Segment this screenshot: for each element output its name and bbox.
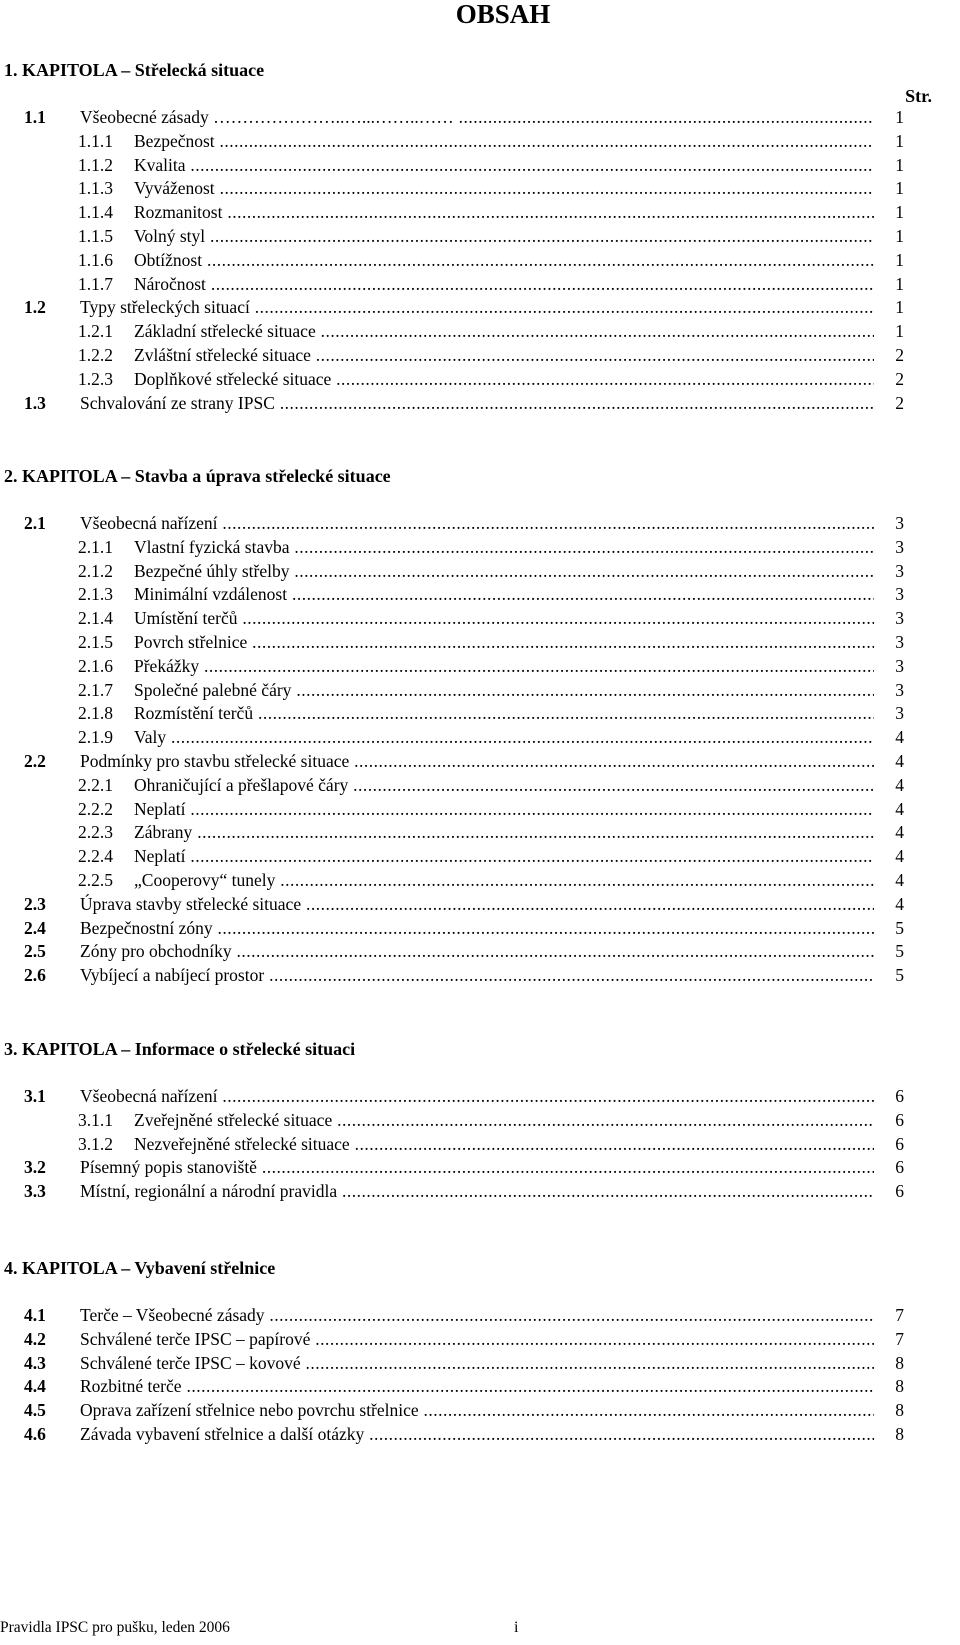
chapter-heading: 1. KAPITOLA – Střelecká situace xyxy=(4,60,265,80)
toc-entry-page: 8 xyxy=(895,1400,904,1421)
toc-entry-number: 2.3 xyxy=(24,893,46,914)
toc-entry[interactable] xyxy=(78,678,904,702)
toc-entry-number: 1.1.5 xyxy=(78,226,113,246)
toc-entry-label: Typy střeleckých situací ..... xyxy=(80,295,874,319)
toc-entry-label: Rozbitné terče ..... xyxy=(80,1374,874,1398)
toc-entry-label: Překážky ..... xyxy=(134,654,874,678)
toc-entry-number: 2.1.9 xyxy=(78,727,113,748)
toc-entry-label: Rozmístění terčů ..... xyxy=(134,701,874,725)
toc-entry-label: Vyváženost ..... xyxy=(134,176,874,200)
toc-entry-number: 2.1.6 xyxy=(78,655,113,676)
toc-entry-label: Neplatí ..... xyxy=(134,797,874,821)
toc-entry-number: 1.1.2 xyxy=(78,154,113,175)
toc-entry[interactable] xyxy=(24,939,904,963)
toc-entry[interactable] xyxy=(78,654,904,678)
toc-entry[interactable] xyxy=(78,129,904,153)
toc-entry-label: Neplatí ..... xyxy=(134,844,874,868)
toc-entry[interactable] xyxy=(78,773,904,797)
toc-entry[interactable] xyxy=(78,1132,904,1156)
toc-entry-label: Oprava zařízení střelnice nebo povrchu střelnice ..... xyxy=(80,1398,874,1422)
toc-entry-page: 1 xyxy=(895,202,904,223)
toc-entry-number: 2.2.4 xyxy=(78,846,113,867)
toc-entry[interactable] xyxy=(24,295,904,319)
toc-entry-number: 1.2.1 xyxy=(78,321,113,342)
toc-entry[interactable] xyxy=(78,367,904,391)
toc-entry-page: 8 xyxy=(895,1424,904,1444)
toc-entry-page: 3 xyxy=(895,560,904,581)
toc-entry-page: 4 xyxy=(895,893,904,914)
toc-entry[interactable] xyxy=(78,248,904,272)
toc-entry-number: 2.5 xyxy=(24,941,46,962)
footer-document-name: Pravidla IPSC pro pušku, leden 2006 xyxy=(0,1619,230,1636)
toc-entry[interactable] xyxy=(24,916,904,940)
toc-entry-number: 1.2.2 xyxy=(78,345,113,365)
toc-entry-label: Náročnost ..... xyxy=(134,272,874,296)
toc-entry-label: Terče – Všeobecné zásady ..... xyxy=(80,1303,874,1327)
toc-entry-number: 1.1.6 xyxy=(78,249,113,270)
toc-entry-page: 3 xyxy=(895,655,904,676)
toc-entry[interactable] xyxy=(24,1327,904,1351)
toc-entry-page: 1 xyxy=(895,154,904,175)
toc-entry-label: Závada vybavení střelnice a další otázky ..... xyxy=(80,1422,874,1446)
toc-entry[interactable] xyxy=(78,272,904,296)
toc-entry-page: 1 xyxy=(895,130,904,151)
toc-entry-number: 3.1.1 xyxy=(78,1109,113,1130)
toc-entry-number: 2.2 xyxy=(24,751,46,771)
toc-entry-label: Místní, regionální a národní pravidla ..... xyxy=(80,1179,874,1203)
toc-entry[interactable] xyxy=(78,176,904,200)
toc-entry[interactable] xyxy=(24,105,904,129)
toc-entry-page: 2 xyxy=(895,345,904,365)
toc-entry-number: 1.1.3 xyxy=(78,178,113,199)
toc-entry-number: 4.4 xyxy=(24,1376,46,1397)
toc-entry[interactable] xyxy=(78,868,904,892)
toc-entry-label: Bezpečnost ..... xyxy=(134,129,874,153)
toc-entry-page: 2 xyxy=(895,392,904,413)
toc-entry-page: 3 xyxy=(895,632,904,652)
toc-entry-number: 1.1 xyxy=(24,107,46,127)
toc-entry[interactable] xyxy=(78,582,904,606)
toc-entry-number: 2.1.8 xyxy=(78,703,113,724)
toc-entry-number: 2.2.1 xyxy=(78,774,113,795)
toc-entry-number: 2.1.2 xyxy=(78,560,113,581)
toc-entry[interactable] xyxy=(24,892,904,916)
toc-entry-number: 4.3 xyxy=(24,1352,46,1373)
chapter-heading: 4. KAPITOLA – Vybavení střelnice xyxy=(4,1258,276,1278)
toc-entry-label: Zveřejněné střelecké situace ..... xyxy=(134,1108,874,1132)
toc-entry-label: Schválené terče IPSC – papírové ..... xyxy=(80,1327,874,1351)
toc-entry[interactable] xyxy=(24,1179,904,1203)
toc-entry-label: Úprava stavby střelecké situace ..... xyxy=(80,892,874,916)
toc-entry-label: Volný styl ..... xyxy=(134,224,874,248)
toc-entry-page: 6 xyxy=(895,1086,904,1106)
toc-entry[interactable] xyxy=(78,606,904,630)
toc-entry[interactable] xyxy=(78,1108,904,1132)
toc-entry-number: 2.2.5 xyxy=(78,870,113,890)
toc-entry-number: 2.1.4 xyxy=(78,608,113,629)
toc-entry-number: 2.2.3 xyxy=(78,822,113,843)
toc-entry-label: Nezveřejněné střelecké situace ..... xyxy=(134,1132,874,1156)
toc-entry-page: 1 xyxy=(895,273,904,294)
toc-entry-page: 7 xyxy=(895,1305,904,1325)
toc-entry-page: 6 xyxy=(895,1109,904,1130)
toc-entry-number: 2.6 xyxy=(24,965,46,986)
toc-entry-page: 1 xyxy=(895,297,904,318)
toc-entry-label: Bezpečné úhly střelby ..... xyxy=(134,559,874,583)
toc-entry[interactable] xyxy=(24,1422,904,1446)
toc-entry[interactable] xyxy=(78,343,904,367)
toc-entry-number: 2.1.3 xyxy=(78,584,113,605)
toc-entry-page: 4 xyxy=(895,774,904,795)
toc-entry-number: 2.1.7 xyxy=(78,679,113,700)
footer-page-number: i xyxy=(514,1619,519,1636)
toc-entry-label: Všeobecná nařízení ..... xyxy=(80,1084,874,1108)
toc-entry-number: 2.2.2 xyxy=(78,798,113,819)
toc-entry-label: Všeobecné zásady …………………..…...……..…… ..... xyxy=(80,105,874,129)
toc-entry-page: 3 xyxy=(895,536,904,557)
toc-entry-label: „Cooperovy“ tunely ..... xyxy=(134,868,874,892)
toc-entry-label: Schválené terče IPSC – kovové ..... xyxy=(80,1351,874,1375)
toc-entry-label: Ohraničující a přešlapové čáry ..... xyxy=(134,773,874,797)
toc-entry[interactable] xyxy=(24,511,904,535)
toc-entry-number: 1.1.7 xyxy=(78,273,113,294)
toc-entry[interactable] xyxy=(24,1351,904,1375)
toc-entry-label: Kvalita ..... xyxy=(134,153,874,177)
toc-entry-label: Schvalování ze strany IPSC ..... xyxy=(80,391,874,415)
toc-entry-page: 5 xyxy=(895,965,904,986)
toc-entry-number: 3.1.2 xyxy=(78,1133,113,1154)
toc-entry-number: 3.1 xyxy=(24,1086,46,1106)
toc-entry-page: 3 xyxy=(895,513,904,533)
toc-entry-page: 6 xyxy=(895,1133,904,1154)
toc-entry[interactable] xyxy=(78,844,904,868)
toc-entry-page: 1 xyxy=(895,249,904,270)
toc-entry[interactable] xyxy=(78,725,904,749)
toc-entry[interactable] xyxy=(78,319,904,343)
toc-entry[interactable] xyxy=(78,701,904,725)
toc-entry[interactable] xyxy=(24,749,904,773)
toc-entry-page: 5 xyxy=(895,917,904,938)
toc-entry[interactable] xyxy=(78,820,904,844)
toc-entry-page: 4 xyxy=(895,798,904,819)
toc-entry-page: 1 xyxy=(895,178,904,199)
page-title: OBSAH xyxy=(455,0,551,29)
toc-entry[interactable] xyxy=(24,1155,904,1179)
toc-entry-label: Bezpečnostní zóny ..... xyxy=(80,916,874,940)
toc-entry-label: Valy ..... xyxy=(134,725,874,749)
toc-entry-label: Obtížnost ..... xyxy=(134,248,874,272)
toc-entry-page: 3 xyxy=(895,584,904,605)
toc-entry-number: 1.2.3 xyxy=(78,368,113,389)
toc-entry-label: Doplňkové střelecké situace ..... xyxy=(134,367,874,391)
toc-entry-number: 3.2 xyxy=(24,1157,46,1178)
toc-entry-number: 2.1 xyxy=(24,513,46,533)
toc-entry-page: 4 xyxy=(895,822,904,843)
toc-entry[interactable] xyxy=(78,797,904,821)
toc-entry-page: 6 xyxy=(895,1157,904,1178)
toc-entry-page: 5 xyxy=(895,941,904,962)
toc-entry[interactable] xyxy=(24,391,904,415)
toc-entry[interactable] xyxy=(78,153,904,177)
toc-entry-label: Rozmanitost ..... xyxy=(134,200,874,224)
toc-entry-number: 2.4 xyxy=(24,917,46,938)
toc-entry[interactable] xyxy=(78,630,904,654)
toc-entry[interactable] xyxy=(78,224,904,248)
toc-entry-page: 4 xyxy=(895,751,904,771)
toc-entry-label: Povrch střelnice ..... xyxy=(134,630,874,654)
toc-entry-label: Zóny pro obchodníky ..... xyxy=(80,939,874,963)
toc-entry-label: Základní střelecké situace ..... xyxy=(134,319,874,343)
toc-entry-number: 4.6 xyxy=(24,1424,46,1444)
toc-entry-label: Vybíjecí a nabíjecí prostor ..... xyxy=(80,963,874,987)
toc-entry-page: 6 xyxy=(895,1181,904,1202)
toc-entry[interactable] xyxy=(78,535,904,559)
page-column-header: Str. xyxy=(905,86,932,106)
toc-entry-page: 3 xyxy=(895,703,904,724)
toc-entry-label: Podmínky pro stavbu střelecké situace ..... xyxy=(80,749,874,773)
toc-entry[interactable] xyxy=(24,963,904,987)
toc-entry-page: 1 xyxy=(895,107,904,127)
toc-entry-label: Všeobecná nařízení ..... xyxy=(80,511,874,535)
toc-entry[interactable] xyxy=(24,1303,904,1327)
toc-entry-number: 3.3 xyxy=(24,1181,46,1202)
toc-entry-label: Zvláštní střelecké situace ..... xyxy=(134,343,874,367)
toc-entry-number: 1.3 xyxy=(24,392,46,413)
toc-entry-label: Umístění terčů ..... xyxy=(134,606,874,630)
toc-entry-label: Společné palebné čáry ..... xyxy=(134,678,874,702)
toc-entry-page: 3 xyxy=(895,679,904,700)
toc-entry-page: 3 xyxy=(895,608,904,629)
toc-entry-page: 8 xyxy=(895,1352,904,1373)
toc-entry[interactable] xyxy=(24,1084,904,1108)
toc-entry-number: 4.2 xyxy=(24,1328,46,1349)
toc-entry-number: 1.1.4 xyxy=(78,202,113,223)
toc-entry-page: 4 xyxy=(895,846,904,867)
toc-entry-page: 7 xyxy=(895,1328,904,1349)
toc-entry-number: 2.1.1 xyxy=(78,536,113,557)
toc-entry[interactable] xyxy=(78,200,904,224)
toc-entry-number: 2.1.5 xyxy=(78,632,113,652)
toc-entry-label: Vlastní fyzická stavba ..... xyxy=(134,535,874,559)
toc-entry-number: 4.5 xyxy=(24,1400,46,1421)
toc-entry-number: 4.1 xyxy=(24,1305,46,1325)
toc-entry-label: Zábrany ..... xyxy=(134,820,874,844)
toc-entry-page: 4 xyxy=(895,870,904,890)
toc-entry-label: Písemný popis stanoviště ..... xyxy=(80,1155,874,1179)
chapter-heading: 3. KAPITOLA – Informace o střelecké situaci xyxy=(4,1039,356,1059)
toc-entry-number: 1.2 xyxy=(24,297,46,318)
toc-entry[interactable] xyxy=(24,1398,904,1422)
toc-entry-page: 1 xyxy=(895,226,904,246)
toc-entry-page: 4 xyxy=(895,727,904,748)
toc-entry-label: Minimální vzdálenost ..... xyxy=(134,582,874,606)
toc-entry[interactable] xyxy=(24,1374,904,1398)
toc-entry[interactable] xyxy=(78,559,904,583)
toc-entry-page: 8 xyxy=(895,1376,904,1397)
toc-entry-page: 1 xyxy=(895,321,904,342)
chapter-heading: 2. KAPITOLA – Stavba a úprava střelecké situace xyxy=(4,466,391,486)
toc-entry-number: 1.1.1 xyxy=(78,130,113,151)
toc-entry-page: 2 xyxy=(895,368,904,389)
